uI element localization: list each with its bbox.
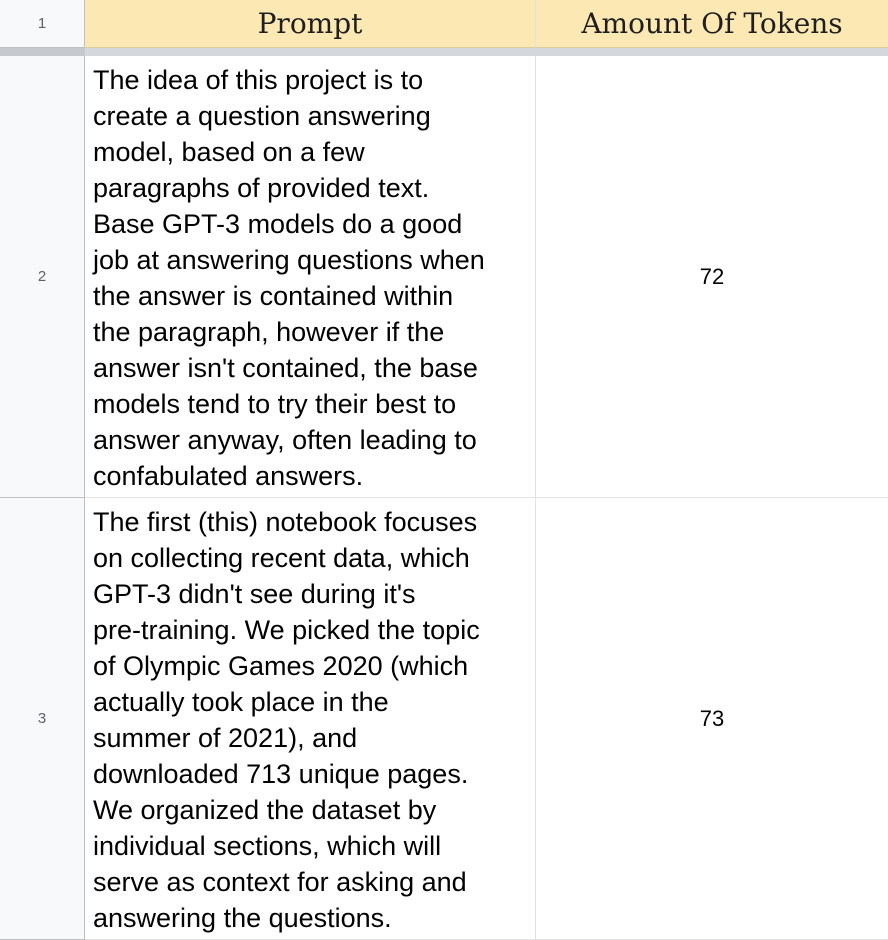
cell-prompt-row-2[interactable]: The idea of this project is to create a question answering model, based on a few paragraphs of provided text. Base GPT-3 models do a good job at answering questions when the answer is contained within the paragraph, however if the answer isn't contained, the base models tend to try their best to answer anyway, often leading to confabulated answers.	[85, 56, 536, 498]
freeze-divider-handle[interactable]	[0, 48, 85, 56]
header-cell-prompt[interactable]: Prompt	[85, 0, 536, 48]
freeze-row-divider[interactable]	[0, 48, 888, 56]
row-header-1[interactable]: 1	[0, 0, 85, 48]
header-cell-amount-of-tokens[interactable]: Amount Of Tokens	[536, 0, 888, 48]
cell-tokens-row-3[interactable]: 73	[536, 498, 888, 940]
cell-prompt-row-3[interactable]: The first (this) notebook focuses on collecting recent data, which GPT-3 didn't see during it's pre-training. We picked the topic of Olympic Games 2020 (which actually took place in the summer of 2021), and downloaded 713 unique pages. We organized the dataset by individual sections, which will serve as context for asking and answering the questions.	[85, 498, 536, 940]
row-header-2[interactable]: 2	[0, 56, 85, 498]
row-header-3[interactable]: 3	[0, 498, 85, 940]
cell-tokens-row-2[interactable]: 72	[536, 56, 888, 498]
